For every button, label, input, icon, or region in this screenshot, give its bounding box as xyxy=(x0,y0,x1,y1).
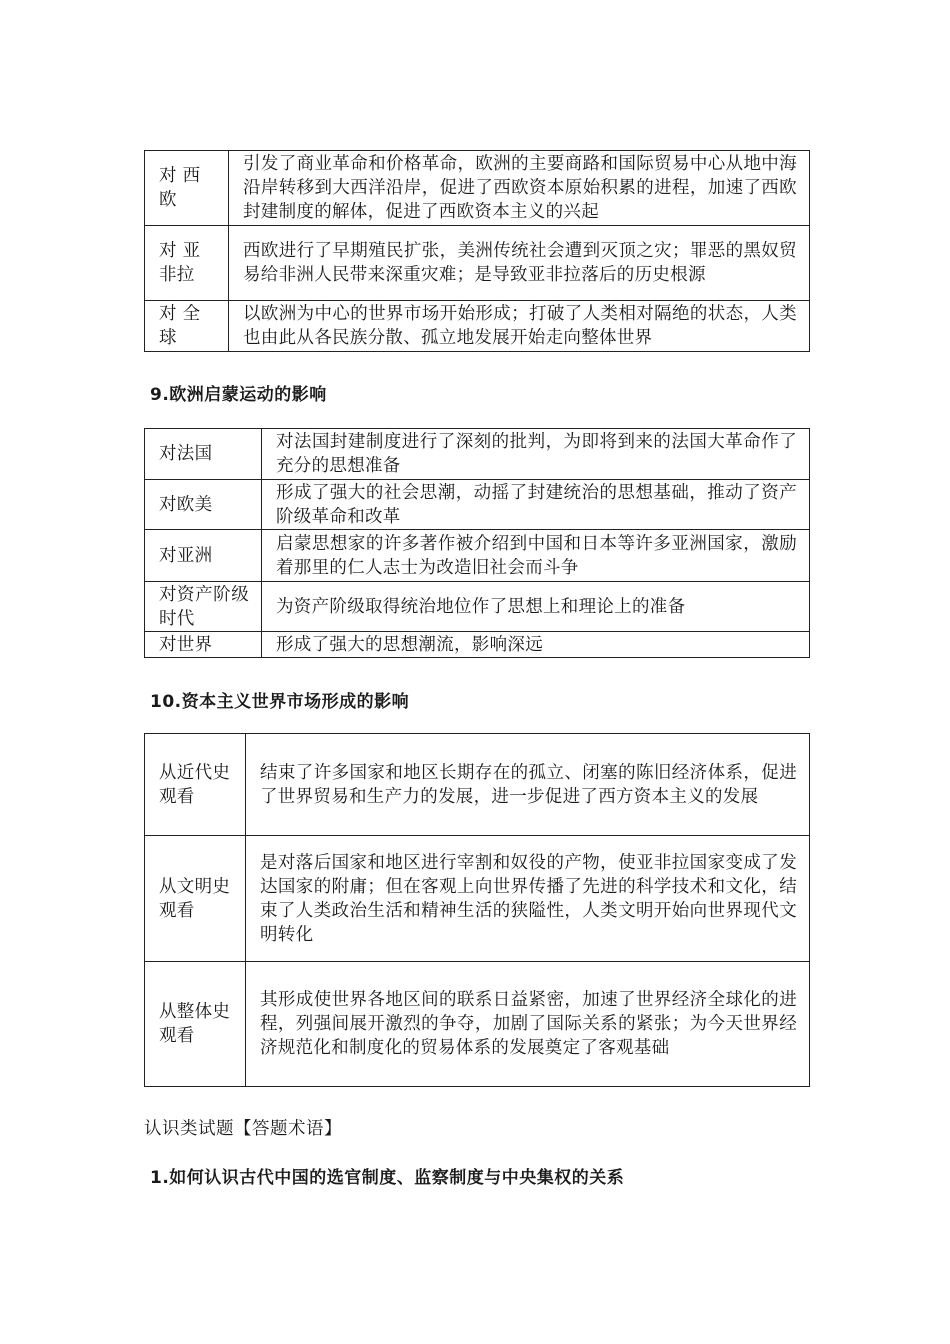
table-enlightenment-impact xyxy=(144,428,810,658)
table-world-market-impact xyxy=(144,733,810,1087)
table-row xyxy=(145,429,810,480)
table-row xyxy=(145,632,810,658)
row-value: 引发了商业革命和价格革命，欧洲的主要商路和国际贸易中心从地中海沿岸转移到大西洋沿岸，促进了西欧资本原始积累的进程，加速了西欧封建制度的解体，促进了西欧资本主义的兴起 xyxy=(229,151,810,226)
row-value: 以欧洲为中心的世界市场开始形成；打破了人类相对隔绝的状态，人类也由此从各民族分散、孤立地发展开始走向整体世界 xyxy=(229,301,810,352)
table-row xyxy=(145,734,810,836)
row-key: 对法国 xyxy=(145,429,262,480)
table-row xyxy=(145,962,810,1087)
row-value: 为资产阶级取得统治地位作了思想上和理论上的准备 xyxy=(262,582,810,632)
table-row xyxy=(145,480,810,530)
row-value: 启蒙思想家的许多著作被介绍到中国和日本等许多亚洲国家，激励着那里的仁人志士为改造旧社会而斗争 xyxy=(262,530,810,582)
section-heading-9: 9.欧洲启蒙运动的影响 xyxy=(150,385,327,405)
table-row xyxy=(145,582,810,632)
question-heading-1: 1.如何认识古代中国的选官制度、监察制度与中央集权的关系 xyxy=(150,1168,625,1188)
row-key: 对亚洲 xyxy=(145,530,262,582)
row-key: 对资产阶级时代 xyxy=(145,582,262,632)
table-row xyxy=(145,301,810,352)
table-new-route-impact xyxy=(144,150,810,352)
table-row xyxy=(145,226,810,301)
row-key: 从整体史观看 xyxy=(145,962,246,1087)
row-value: 形成了强大的思想潮流，影响深远 xyxy=(262,632,810,658)
row-key: 从近代史观看 xyxy=(145,734,246,836)
row-key: 对 西 欧 xyxy=(145,151,229,226)
row-key: 对世界 xyxy=(145,632,262,658)
section-heading-10: 10.资本主义世界市场形成的影响 xyxy=(150,692,410,712)
section-label: 认识类试题【答题术语】 xyxy=(144,1119,342,1139)
row-value: 结束了许多国家和地区长期存在的孤立、闭塞的陈旧经济体系，促进了世界贸易和生产力的发展，进一步促进了西方资本主义的发展 xyxy=(246,734,810,836)
row-value: 西欧进行了早期殖民扩张，美洲传统社会遭到灭顶之灾；罪恶的黑奴贸易给非洲人民带来深重灾难；是导致亚非拉落后的历史根源 xyxy=(229,226,810,301)
row-key: 对欧美 xyxy=(145,480,262,530)
table-row xyxy=(145,151,810,226)
table-row xyxy=(145,530,810,582)
row-value: 是对落后国家和地区进行宰割和奴役的产物，使亚非拉国家变成了发达国家的附庸；但在客观上向世界传播了先进的科学技术和文化，结束了人类政治生活和精神生活的狭隘性，人类文明开始向世界现代文明转化 xyxy=(246,836,810,962)
row-key: 对 亚 非拉 xyxy=(145,226,229,301)
row-key: 对 全 球 xyxy=(145,301,229,352)
row-key: 从文明史观看 xyxy=(145,836,246,962)
row-value: 其形成使世界各地区间的联系日益紧密，加速了世界经济全球化的进程，列强间展开激烈的争夺，加剧了国际关系的紧张；为今天世界经济规范化和制度化的贸易体系的发展奠定了客观基础 xyxy=(246,962,810,1087)
table-row xyxy=(145,836,810,962)
row-value: 对法国封建制度进行了深刻的批判，为即将到来的法国大革命作了充分的思想准备 xyxy=(262,429,810,480)
row-value: 形成了强大的社会思潮，动摇了封建统治的思想基础，推动了资产阶级革命和改革 xyxy=(262,480,810,530)
